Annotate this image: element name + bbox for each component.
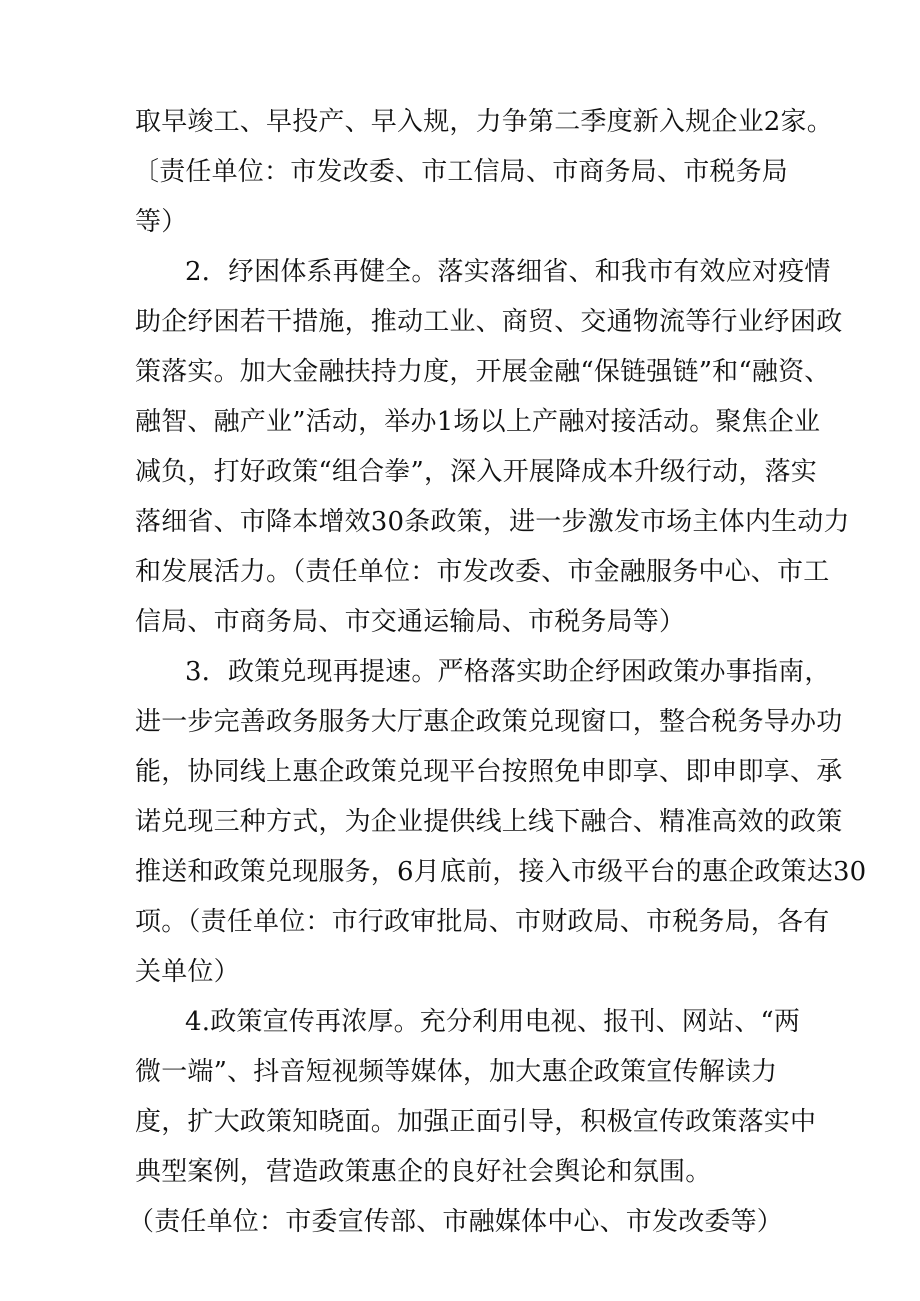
text-line: 等） — [135, 207, 188, 237]
text-line: 落细省、市降本增效30条政策，进一步激发市场主体内生动力 — [135, 507, 850, 537]
text-line: 2．纾困体系再健全。落实落细省、和我市有效应对疫情 — [185, 257, 831, 287]
text-line: 信局、市商务局、市交通运输局、市税务局等） — [135, 607, 686, 637]
text-line: 项。（责任单位：市行政审批局、市财政局、市税务局，各有 — [135, 907, 830, 937]
text-line: 能，协同线上惠企政策兑现平台按照免申即享、即申即享、承 — [135, 757, 843, 787]
text-line: 4.政策宣传再浓厚。充分利用电视、报刊、网站、“两 — [185, 1007, 801, 1037]
text-line: 推送和政策兑现服务，6月底前，接入市级平台的惠企政策达30 — [135, 857, 867, 887]
text-line: 诺兑现三种方式，为企业提供线上线下融合、精准高效的政策 — [135, 807, 843, 837]
text-line: 微一端”、抖音短视频等媒体，加大惠企政策宣传解读力 — [135, 1057, 778, 1087]
text-line: 和发展活力。（责任单位：市发改委、市金融服务中心、市工 — [135, 557, 830, 587]
text-line: 3．政策兑现再提速。严格落实助企纾困政策办事指南， — [185, 657, 831, 687]
text-line: 典型案例，营造政策惠企的良好社会舆论和氛围。 — [135, 1157, 712, 1187]
text-line: （责任单位：市委宣传部、市融媒体中心、市发改委等） — [128, 1207, 784, 1237]
text-line: 关单位） — [135, 957, 240, 987]
text-line: 融智、融产业”活动，举办1场以上产融对接活动。聚焦企业 — [135, 407, 821, 437]
text-line: 度，扩大政策知晓面。加强正面引导，积极宣传政策落实中 — [135, 1107, 817, 1137]
text-line: 助企纾困若干措施，推动工业、商贸、交通物流等行业纾困政 — [135, 307, 843, 337]
text-line: 减负，打好政策“组合拳”，深入开展降成本升级行动，落实 — [135, 457, 817, 487]
text-line: 〔责任单位：市发改委、市工信局、市商务局、市税务局 — [133, 157, 789, 187]
text-line: 取早竣工、早投产、早入规，力争第二季度新入规企业2家。 — [135, 107, 833, 137]
text-line: 进一步完善政务服务大厅惠企政策兑现窗口，整合税务导办功 — [135, 707, 843, 737]
text-line: 策落实。加大金融扶持力度，开展金融“保链强链”和“融资、 — [135, 357, 831, 387]
